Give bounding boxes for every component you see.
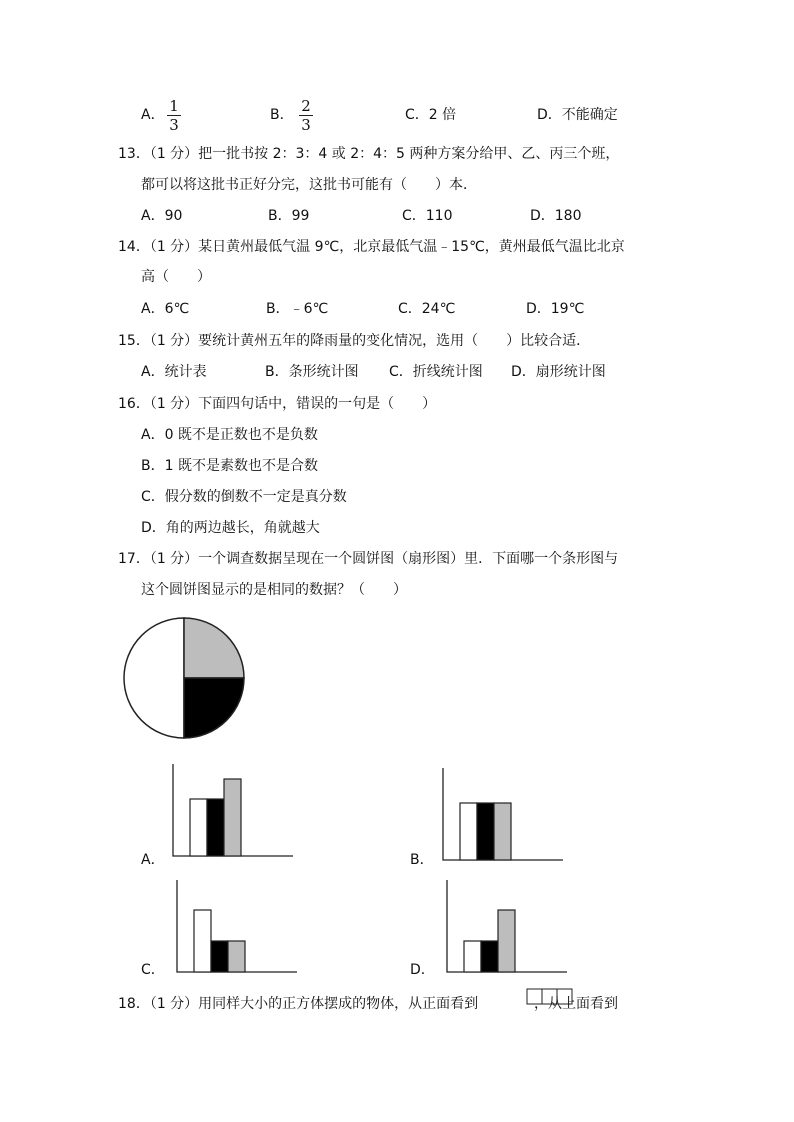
q18-stem-part1: 18．（1 分）用同样大小的正方体摆成的物体，从正面看到	[118, 996, 479, 1012]
bar-gray	[224, 779, 241, 856]
fraction-denominator: 3	[169, 116, 179, 134]
q12-option-c: C．2 倍	[405, 107, 457, 123]
q12-option-b-fraction	[299, 98, 313, 133]
pie-slice-gray	[184, 618, 244, 678]
q13-stem-line2: 都可以将这批书正好分完，这批书可能有（ ）本．	[141, 177, 477, 193]
q12-option-b-letter: B．	[270, 107, 294, 123]
bar-black	[211, 941, 228, 972]
bar-gray	[498, 910, 515, 972]
q16-option-d: D．角的两边越长，角就越大	[141, 520, 320, 536]
q14-option-b: B．﹣6℃	[266, 301, 329, 317]
bar-white	[460, 803, 477, 860]
bar-chart-c	[174, 878, 300, 974]
q16-option-c: C．假分数的倒数不一定是真分数	[141, 489, 347, 505]
q14-option-d: D．19℃	[526, 301, 585, 317]
q16-option-a: A．0 既不是正数也不是负数	[141, 427, 318, 443]
q15-option-c: C．折线统计图	[389, 364, 483, 380]
chart-a-label: A．	[141, 852, 165, 868]
q14-option-a: A．6℃	[141, 301, 190, 317]
q16-option-b: B．1 既不是素数也不是合数	[141, 458, 318, 474]
bar-white	[194, 910, 211, 972]
q18-stem-part2: ，从上面看到	[534, 996, 618, 1012]
bar-white	[190, 799, 207, 856]
fraction-numerator: 2	[301, 97, 311, 115]
fraction-numerator: 1	[169, 97, 179, 115]
q12-option-a-letter: A．	[141, 107, 165, 123]
chart-b-label: B．	[410, 852, 434, 868]
bar-black	[207, 799, 224, 856]
pie-chart	[121, 615, 247, 741]
bar-chart-b	[440, 766, 566, 862]
q17-stem-line2: 这个圆饼图显示的是相同的数据？（ ）	[141, 582, 407, 598]
q12-option-a-fraction	[167, 98, 181, 133]
pie-slice-black	[184, 678, 244, 738]
q13-option-b: B．99	[268, 208, 310, 224]
bar-chart-d	[444, 878, 570, 974]
bar-black	[477, 803, 494, 860]
q13-stem-line1: 13．（1 分）把一批书按 2：3：4 或 2：4：5 两种方案分给甲、乙、丙三个班，	[118, 146, 620, 162]
q17-stem-line1: 17．（1 分）一个调查数据呈现在一个圆饼图（扇形图）里．下面哪一个条形图与	[118, 551, 619, 567]
pie-slice-white	[124, 618, 184, 738]
bar-chart-a	[170, 762, 296, 858]
fraction-denominator: 3	[301, 116, 311, 134]
q13-option-c: C．110	[402, 208, 453, 224]
bar-gray	[494, 803, 511, 860]
q14-option-c: C．24℃	[398, 301, 456, 317]
chart-d-label: D．	[410, 962, 435, 978]
chart-c-label: C．	[141, 962, 165, 978]
q13-option-a: A．90	[141, 208, 183, 224]
bar-white	[464, 941, 481, 972]
q15-option-d: D．扇形统计图	[511, 364, 606, 380]
q15-option-a: A．统计表	[141, 364, 207, 380]
q15-option-b: B．条形统计图	[265, 364, 359, 380]
q15-stem: 15．（1 分）要统计黄州五年的降雨量的变化情况，选用（ ）比较合适．	[118, 333, 591, 349]
bar-gray	[228, 941, 245, 972]
bar-black	[481, 941, 498, 972]
q12-option-d: D．不能确定	[537, 107, 618, 123]
q16-stem: 16．（1 分）下面四句话中，错误的一句是（ ）	[118, 396, 437, 412]
q13-option-d: D．180	[530, 208, 582, 224]
q14-stem-line1: 14．（1 分）某日黄州最低气温 9℃，北京最低气温﹣15℃，黄州最低气温比北京	[118, 239, 625, 255]
q14-stem-line2: 高（ ）	[141, 269, 211, 285]
